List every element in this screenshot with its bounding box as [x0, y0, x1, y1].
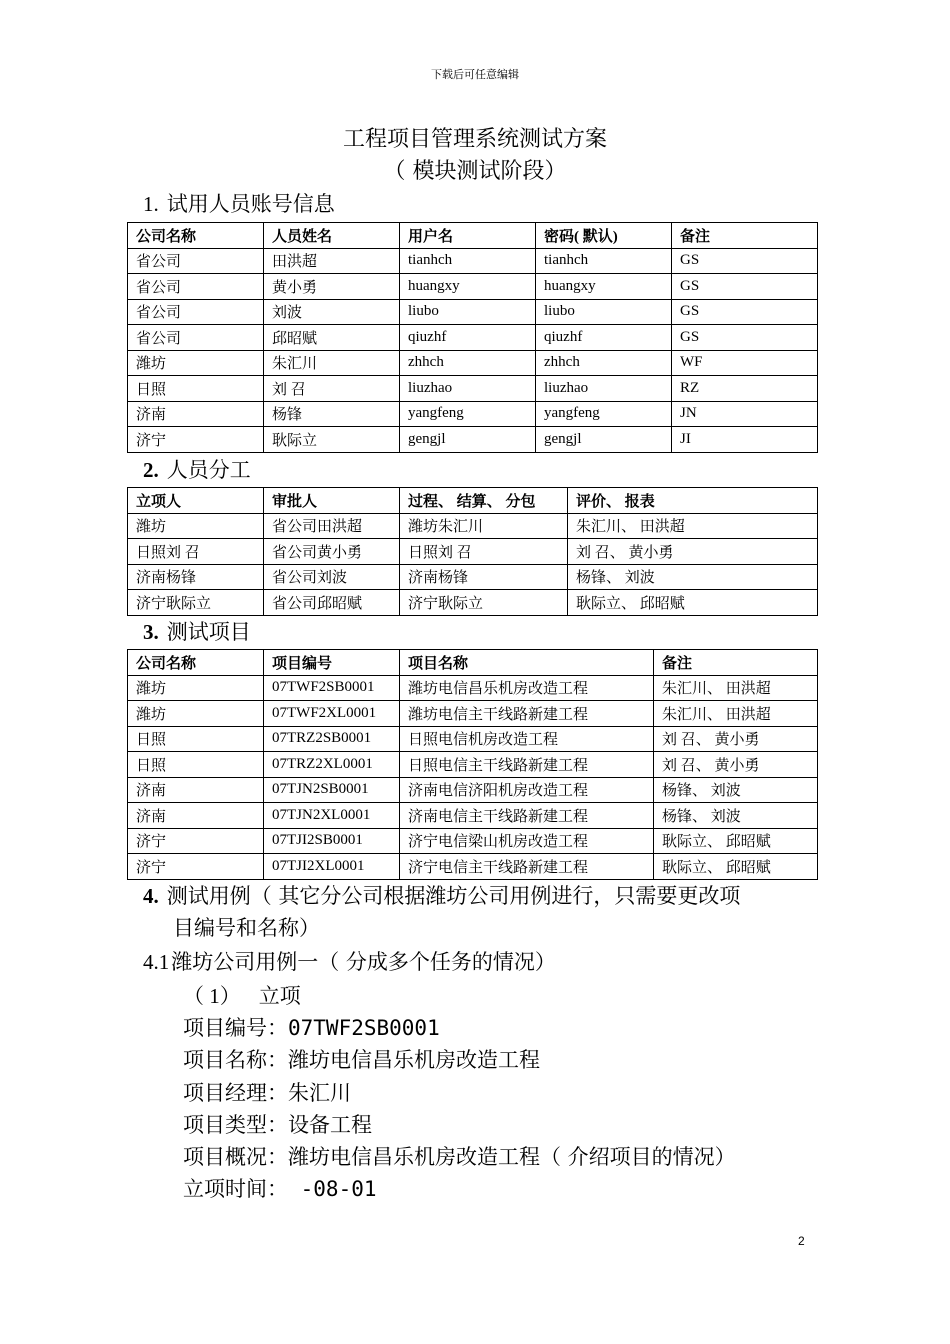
header-cell: 评价、 报表 — [568, 488, 818, 514]
table-cell: 杨锋、 刘波 — [654, 777, 818, 803]
header-cell: 公司名称 — [128, 223, 264, 249]
header-cell: 立项人 — [128, 488, 264, 514]
table-cell: 黄小勇 — [264, 274, 400, 300]
table-cell: 朱汇川、 田洪超 — [568, 513, 818, 539]
header-cell: 审批人 — [264, 488, 400, 514]
table-row — [128, 828, 818, 854]
table-cell: 济南 — [128, 401, 264, 427]
table-cell: 济宁耿际立 — [128, 590, 264, 616]
field-value: -08-01 — [288, 1177, 377, 1201]
table-header-row — [128, 223, 818, 249]
table-cell: 07TJN2XL0001 — [264, 803, 400, 829]
section-4-heading-cont: 目编号和名称） — [173, 916, 320, 940]
table-cell: 田洪超 — [264, 248, 400, 274]
table-row — [128, 401, 818, 427]
field-value: 潍坊电信昌乐机房改造工程（ 介绍项目的情况） — [288, 1145, 736, 1169]
table-header-row — [128, 488, 818, 514]
table-cell: 省公司 — [128, 299, 264, 325]
section-1-heading: 1. 试用人员账号信息 — [143, 192, 335, 216]
document-subtitle: （ 模块测试阶段） — [383, 159, 567, 184]
table-cell: 济宁 — [128, 427, 264, 453]
header-cell: 项目编号 — [264, 650, 400, 676]
field-label: 项目经理： — [183, 1081, 288, 1105]
table-cell: GS — [672, 299, 818, 325]
table-cell: 刘 召、 黄小勇 — [568, 539, 818, 565]
field-label: 项目名称： — [183, 1048, 288, 1072]
table-cell: 济南 — [128, 803, 264, 829]
projects-table — [127, 649, 818, 880]
table-cell: 省公司 — [128, 325, 264, 351]
table-cell: gengjl — [536, 427, 672, 453]
division-table — [127, 487, 818, 616]
table-cell: gengjl — [400, 427, 536, 453]
field-value: 07TWF2SB0001 — [288, 1016, 440, 1040]
table-cell: 日照电信机房改造工程 — [400, 726, 654, 752]
table-row — [128, 590, 818, 616]
table-cell: tianhch — [400, 248, 536, 274]
table-cell: 省公司田洪超 — [264, 513, 400, 539]
table-cell: 日照 — [128, 376, 264, 402]
table-row — [128, 803, 818, 829]
step-1-heading: （ 1） 立项 — [183, 984, 301, 1008]
table-cell: tianhch — [536, 248, 672, 274]
table-cell: 07TWF2SB0001 — [264, 675, 400, 701]
accounts-table — [127, 222, 818, 453]
table-cell: 刘 召、 黄小勇 — [654, 726, 818, 752]
field-label: 项目概况： — [183, 1145, 288, 1169]
table-cell: 耿际立 — [264, 427, 400, 453]
section-3-heading: 3. 测试项目 — [143, 620, 251, 644]
table-cell: 潍坊电信昌乐机房改造工程 — [400, 675, 654, 701]
table-cell: 省公司 — [128, 274, 264, 300]
table-cell: 省公司 — [128, 248, 264, 274]
table-cell: 济南电信济阳机房改造工程 — [400, 777, 654, 803]
field-value: 潍坊电信昌乐机房改造工程 — [288, 1048, 540, 1072]
field-line — [183, 1077, 351, 1107]
table-cell: qiuzhf — [400, 325, 536, 351]
field-line — [183, 1044, 540, 1074]
header-cell: 密码( 默认) — [536, 223, 672, 249]
page-header: 下载后可任意编辑 — [431, 68, 519, 81]
section-2-heading: 2. 人员分工 — [143, 458, 251, 482]
section-4-heading: 4. 测试用例（ 其它分公司根据潍坊公司用例进行，只需要更改项 — [143, 884, 741, 908]
table-cell: 日照刘 召 — [128, 539, 264, 565]
page-number: 2 — [798, 1234, 805, 1248]
table-cell: 潍坊 — [128, 701, 264, 727]
table-cell: 刘 召、 黄小勇 — [654, 752, 818, 778]
table-row — [128, 325, 818, 351]
table-cell: 杨锋、 刘波 — [654, 803, 818, 829]
table-cell: RZ — [672, 376, 818, 402]
table-cell: 耿际立、 邱昭赋 — [568, 590, 818, 616]
table-cell: 朱汇川、 田洪超 — [654, 701, 818, 727]
table-cell: 济南杨锋 — [128, 564, 264, 590]
table-row — [128, 564, 818, 590]
table-row — [128, 777, 818, 803]
table-cell: 日照刘 召 — [400, 539, 568, 565]
table-cell: yangfeng — [400, 401, 536, 427]
document-title: 工程项目管理系统测试方案 — [342, 127, 607, 152]
table-cell: 济宁耿际立 — [400, 590, 568, 616]
header-cell: 人员姓名 — [264, 223, 400, 249]
field-line — [183, 1141, 736, 1171]
table-cell: liuzhao — [400, 376, 536, 402]
table-cell: GS — [672, 274, 818, 300]
table-cell: qiuzhf — [536, 325, 672, 351]
table-row — [128, 274, 818, 300]
table-header-row — [128, 650, 818, 676]
table-cell: 耿际立、 邱昭赋 — [654, 828, 818, 854]
table-cell: 耿际立、 邱昭赋 — [654, 854, 818, 880]
table-row — [128, 539, 818, 565]
header-cell: 用户名 — [400, 223, 536, 249]
table-cell: WF — [672, 350, 818, 376]
table-cell: 07TJI2XL0001 — [264, 854, 400, 880]
table-cell: liuzhao — [536, 376, 672, 402]
table-row — [128, 376, 818, 402]
field-label: 项目类型： — [183, 1113, 288, 1137]
table-cell: 济宁 — [128, 828, 264, 854]
table-cell: liubo — [400, 299, 536, 325]
table-row — [128, 752, 818, 778]
table-cell: GS — [672, 248, 818, 274]
table-row — [128, 513, 818, 539]
table-cell: 07TWF2XL0001 — [264, 701, 400, 727]
table-cell: 07TRZ2SB0001 — [264, 726, 400, 752]
field-line — [183, 1173, 377, 1203]
table-cell: 省公司邱昭赋 — [264, 590, 400, 616]
table-cell: 济南电信主干线路新建工程 — [400, 803, 654, 829]
table-cell: 邱昭赋 — [264, 325, 400, 351]
table-cell: 潍坊 — [128, 675, 264, 701]
table-cell: 潍坊电信主干线路新建工程 — [400, 701, 654, 727]
table-row — [128, 726, 818, 752]
table-cell: 潍坊 — [128, 513, 264, 539]
field-label: 项目编号： — [183, 1016, 288, 1040]
header-cell: 备注 — [672, 223, 818, 249]
table-cell: 杨锋、 刘波 — [568, 564, 818, 590]
table-cell: 潍坊 — [128, 350, 264, 376]
table-cell: 济南 — [128, 777, 264, 803]
header-cell: 公司名称 — [128, 650, 264, 676]
table-cell: 日照 — [128, 752, 264, 778]
table-cell: 朱汇川 — [264, 350, 400, 376]
table-cell: 07TJI2SB0001 — [264, 828, 400, 854]
table-cell: 杨锋 — [264, 401, 400, 427]
field-value: 设备工程 — [288, 1113, 372, 1137]
field-line — [183, 1109, 372, 1139]
header-cell: 项目名称 — [400, 650, 654, 676]
table-row — [128, 675, 818, 701]
field-line — [183, 1012, 440, 1042]
table-row — [128, 701, 818, 727]
table-row — [128, 350, 818, 376]
table-cell: 潍坊朱汇川 — [400, 513, 568, 539]
field-label: 立项时间： — [183, 1177, 288, 1201]
table-cell: JI — [672, 427, 818, 453]
table-cell: GS — [672, 325, 818, 351]
table-cell: huangxy — [400, 274, 536, 300]
table-cell: 日照电信主干线路新建工程 — [400, 752, 654, 778]
table-cell: 刘波 — [264, 299, 400, 325]
table-row — [128, 299, 818, 325]
table-cell: 07TJN2SB0001 — [264, 777, 400, 803]
table-cell: 省公司刘波 — [264, 564, 400, 590]
table-cell: yangfeng — [536, 401, 672, 427]
table-cell: 日照 — [128, 726, 264, 752]
section-4-1-heading: 4.1潍坊公司用例一（ 分成多个任务的情况） — [143, 950, 556, 974]
header-cell: 过程、 结算、 分包 — [400, 488, 568, 514]
table-cell: 济宁电信主干线路新建工程 — [400, 854, 654, 880]
table-cell: 济宁 — [128, 854, 264, 880]
table-row — [128, 854, 818, 880]
table-row — [128, 248, 818, 274]
table-cell: 07TRZ2XL0001 — [264, 752, 400, 778]
table-cell: zhhch — [536, 350, 672, 376]
table-row — [128, 427, 818, 453]
table-cell: 刘 召 — [264, 376, 400, 402]
table-cell: zhhch — [400, 350, 536, 376]
header-cell: 备注 — [654, 650, 818, 676]
table-cell: 济南杨锋 — [400, 564, 568, 590]
table-cell: liubo — [536, 299, 672, 325]
field-value: 朱汇川 — [288, 1081, 351, 1105]
table-cell: 省公司黄小勇 — [264, 539, 400, 565]
table-cell: huangxy — [536, 274, 672, 300]
table-cell: 济宁电信梁山机房改造工程 — [400, 828, 654, 854]
table-cell: JN — [672, 401, 818, 427]
table-cell: 朱汇川、 田洪超 — [654, 675, 818, 701]
